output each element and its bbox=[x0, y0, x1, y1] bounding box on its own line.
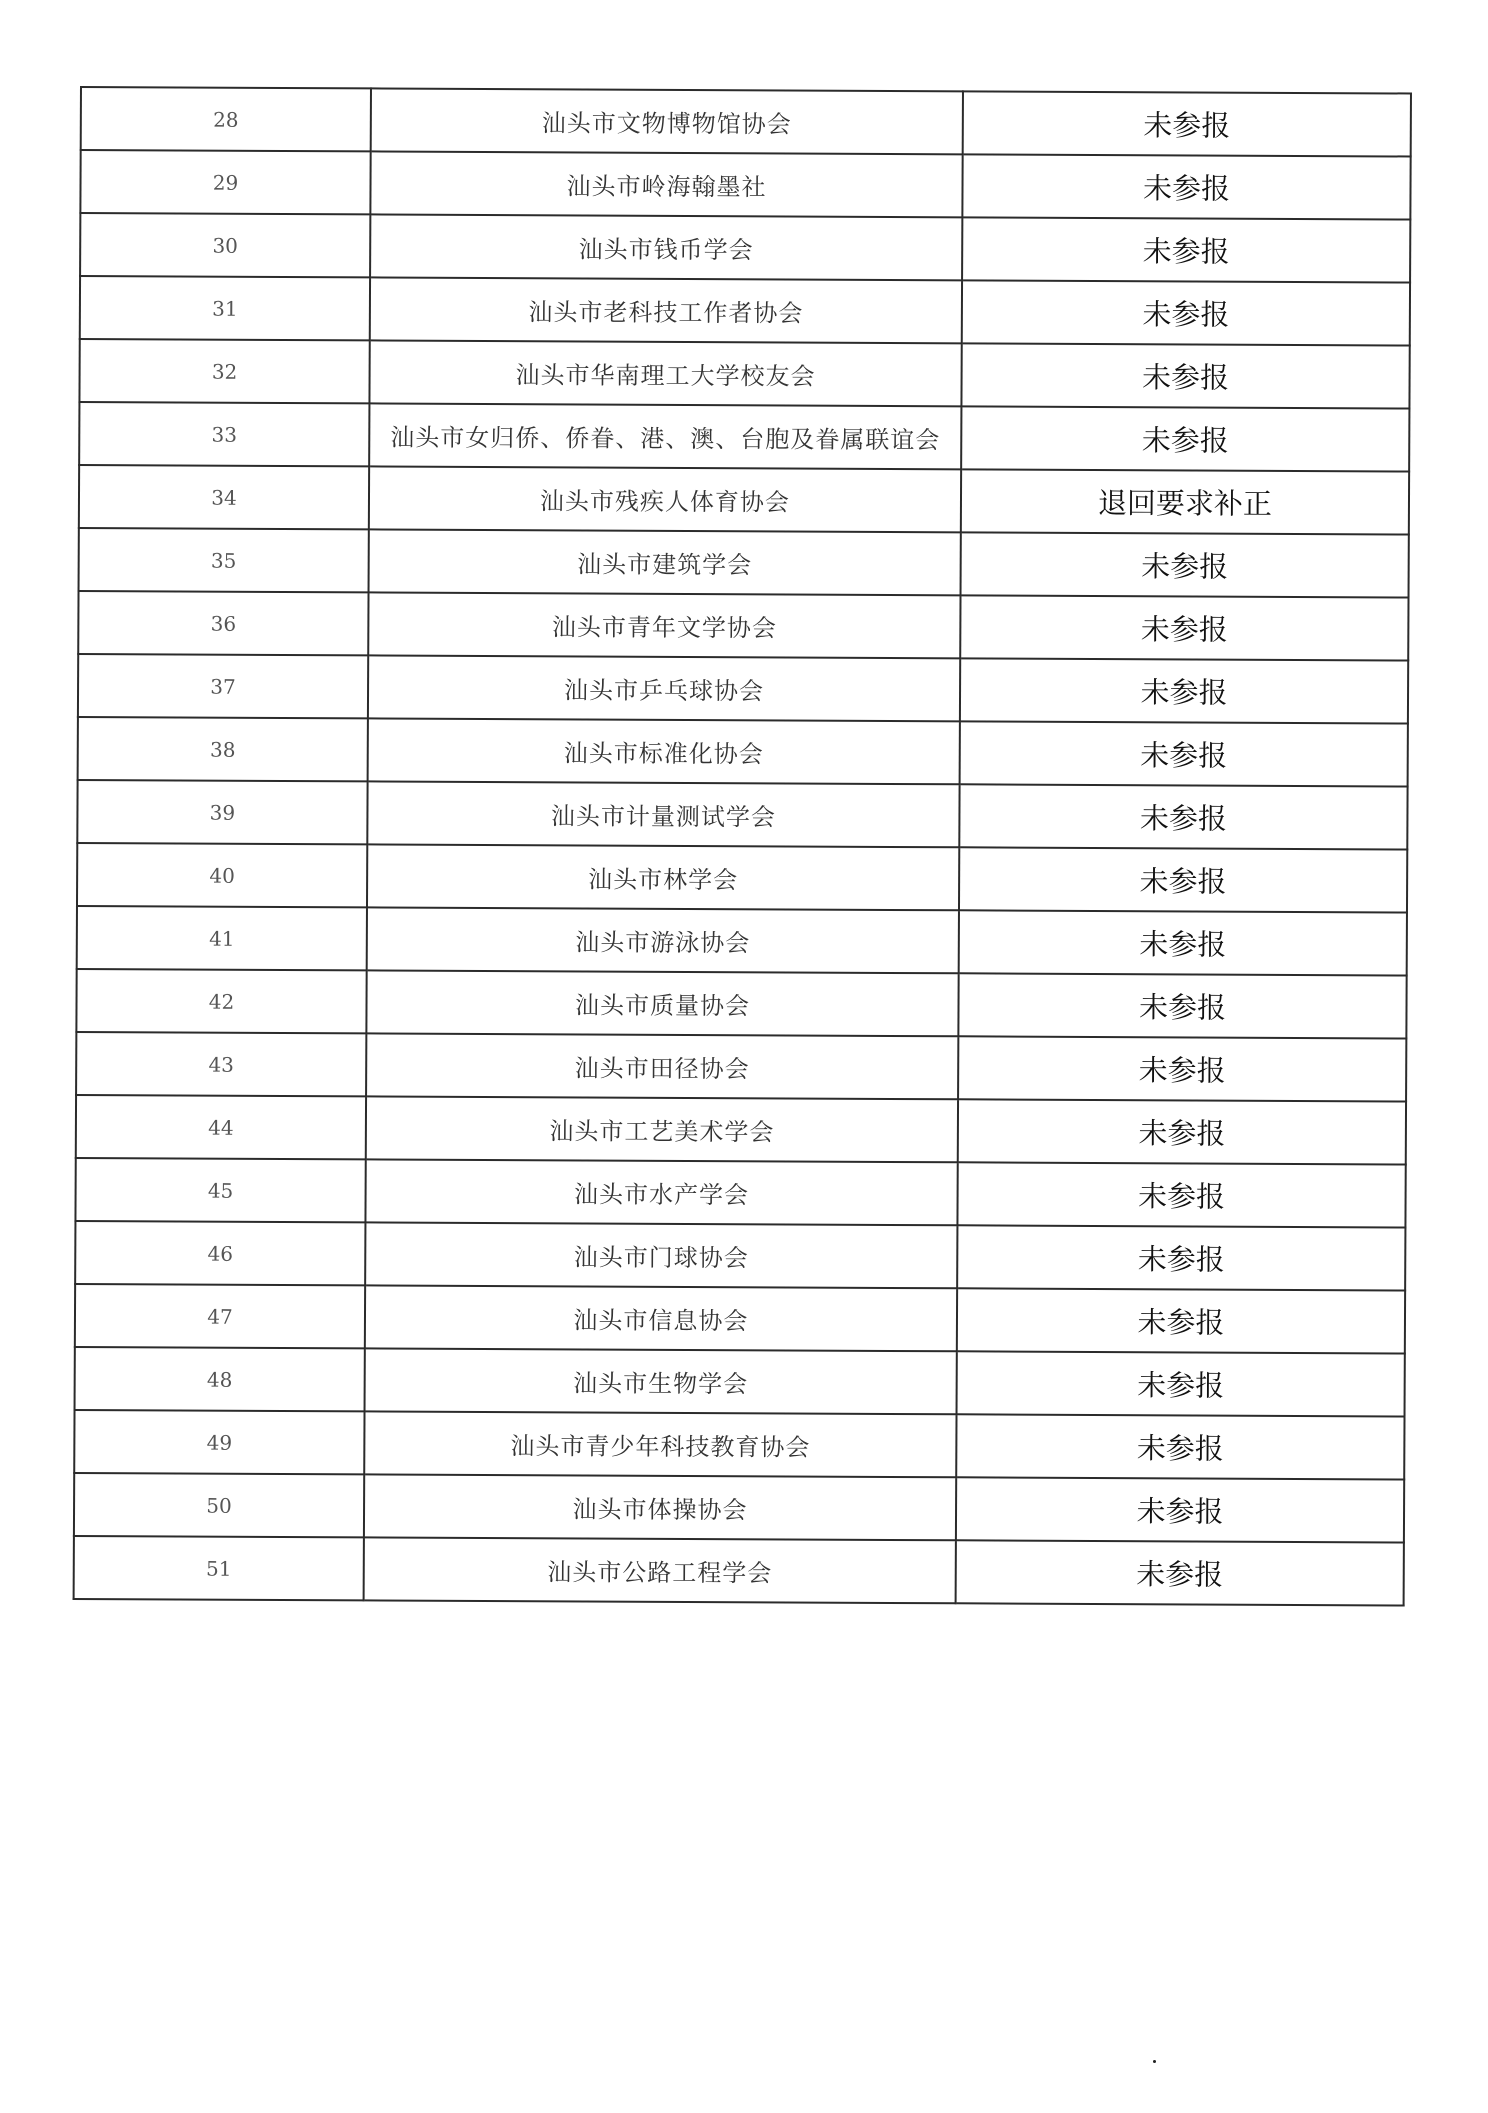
submission-status: 未参报 bbox=[956, 1477, 1404, 1542]
organization-name: 汕头市女归侨、侨眷、港、澳、台胞及眷属联谊会 bbox=[369, 403, 961, 469]
row-number: 50 bbox=[74, 1473, 364, 1537]
table-row bbox=[76, 969, 1406, 1038]
row-number: 31 bbox=[80, 276, 370, 340]
organization-name: 汕头市水产学会 bbox=[365, 1159, 957, 1225]
organization-name: 汕头市青少年科技教育协会 bbox=[364, 1411, 956, 1477]
organization-name: 汕头市标准化协会 bbox=[368, 718, 960, 784]
table-row bbox=[74, 1536, 1404, 1605]
submission-status: 未参报 bbox=[959, 784, 1407, 849]
organization-name: 汕头市建筑学会 bbox=[369, 529, 961, 595]
row-number: 38 bbox=[78, 717, 368, 781]
row-number: 36 bbox=[78, 591, 368, 655]
organization-name: 汕头市老科技工作者协会 bbox=[370, 277, 962, 343]
table-row bbox=[81, 87, 1411, 156]
table-row bbox=[75, 1158, 1405, 1227]
row-number: 48 bbox=[75, 1347, 365, 1411]
table-row bbox=[79, 528, 1409, 597]
submission-status: 未参报 bbox=[960, 595, 1408, 660]
row-number: 44 bbox=[76, 1095, 366, 1159]
organization-name: 汕头市门球协会 bbox=[365, 1222, 957, 1288]
row-number: 37 bbox=[78, 654, 368, 718]
submission-status: 退回要求补正 bbox=[961, 469, 1409, 534]
submission-status: 未参报 bbox=[962, 217, 1410, 282]
organization-name: 汕头市质量协会 bbox=[366, 970, 958, 1036]
row-number: 29 bbox=[80, 150, 370, 214]
organization-name: 汕头市信息协会 bbox=[365, 1285, 957, 1351]
organization-name: 汕头市残疾人体育协会 bbox=[369, 466, 961, 532]
row-number: 35 bbox=[79, 528, 369, 592]
table-row bbox=[77, 906, 1407, 975]
row-number: 45 bbox=[75, 1158, 365, 1222]
table-row bbox=[80, 213, 1410, 282]
table-row bbox=[75, 1221, 1405, 1290]
organization-name: 汕头市计量测试学会 bbox=[367, 781, 959, 847]
table-row bbox=[74, 1410, 1404, 1479]
submission-status: 未参报 bbox=[958, 1099, 1406, 1164]
organization-name: 汕头市生物学会 bbox=[365, 1348, 957, 1414]
row-number: 40 bbox=[77, 843, 367, 907]
table-row bbox=[78, 654, 1408, 723]
organization-name: 汕头市青年文学协会 bbox=[368, 592, 960, 658]
table-row bbox=[80, 150, 1410, 219]
table-row bbox=[78, 591, 1408, 660]
table-row bbox=[76, 1095, 1406, 1164]
row-number: 51 bbox=[74, 1536, 364, 1600]
scan-speck bbox=[1153, 2060, 1156, 2063]
organization-status-table bbox=[73, 86, 1412, 1606]
submission-status: 未参报 bbox=[959, 847, 1407, 912]
row-number: 41 bbox=[77, 906, 367, 970]
organization-name: 汕头市体操协会 bbox=[364, 1474, 956, 1540]
submission-status: 未参报 bbox=[962, 154, 1410, 219]
organization-name: 汕头市林学会 bbox=[367, 844, 959, 910]
submission-status: 未参报 bbox=[957, 1288, 1405, 1353]
row-number: 32 bbox=[79, 339, 369, 403]
table-row bbox=[77, 780, 1407, 849]
submission-status: 未参报 bbox=[956, 1540, 1404, 1605]
table-row bbox=[75, 1284, 1405, 1353]
row-number: 39 bbox=[77, 780, 367, 844]
table-row bbox=[76, 1032, 1406, 1101]
organization-name: 汕头市田径协会 bbox=[366, 1033, 958, 1099]
submission-status: 未参报 bbox=[961, 343, 1409, 408]
organization-name: 汕头市公路工程学会 bbox=[364, 1537, 956, 1603]
organization-name: 汕头市岭海翰墨社 bbox=[370, 151, 962, 217]
organization-name: 汕头市乒乓球协会 bbox=[368, 655, 960, 721]
submission-status: 未参报 bbox=[956, 1414, 1404, 1479]
submission-status: 未参报 bbox=[963, 91, 1411, 156]
table-body bbox=[74, 87, 1411, 1605]
row-number: 34 bbox=[79, 465, 369, 529]
table-row bbox=[79, 339, 1409, 408]
submission-status: 未参报 bbox=[959, 910, 1407, 975]
row-number: 43 bbox=[76, 1032, 366, 1096]
organization-name: 汕头市文物博物馆协会 bbox=[371, 88, 963, 154]
organization-name: 汕头市游泳协会 bbox=[367, 907, 959, 973]
submission-status: 未参报 bbox=[961, 532, 1409, 597]
submission-status: 未参报 bbox=[957, 1351, 1405, 1416]
organization-name: 汕头市工艺美术学会 bbox=[366, 1096, 958, 1162]
submission-status: 未参报 bbox=[960, 721, 1408, 786]
row-number: 42 bbox=[76, 969, 366, 1033]
table-row bbox=[79, 402, 1409, 471]
submission-status: 未参报 bbox=[962, 280, 1410, 345]
table-row bbox=[77, 843, 1407, 912]
organization-name: 汕头市钱币学会 bbox=[370, 214, 962, 280]
submission-status: 未参报 bbox=[960, 658, 1408, 723]
row-number: 33 bbox=[79, 402, 369, 466]
row-number: 47 bbox=[75, 1284, 365, 1348]
submission-status: 未参报 bbox=[961, 406, 1409, 471]
table-row bbox=[80, 276, 1410, 345]
table-row bbox=[75, 1347, 1405, 1416]
submission-status: 未参报 bbox=[958, 973, 1406, 1038]
table-row bbox=[78, 717, 1408, 786]
submission-status: 未参报 bbox=[958, 1036, 1406, 1101]
row-number: 28 bbox=[81, 87, 371, 151]
row-number: 30 bbox=[80, 213, 370, 277]
submission-status: 未参报 bbox=[957, 1162, 1405, 1227]
table-row bbox=[79, 465, 1409, 534]
table-row bbox=[74, 1473, 1404, 1542]
row-number: 46 bbox=[75, 1221, 365, 1285]
submission-status: 未参报 bbox=[957, 1225, 1405, 1290]
row-number: 49 bbox=[74, 1410, 364, 1474]
organization-name: 汕头市华南理工大学校友会 bbox=[369, 340, 961, 406]
